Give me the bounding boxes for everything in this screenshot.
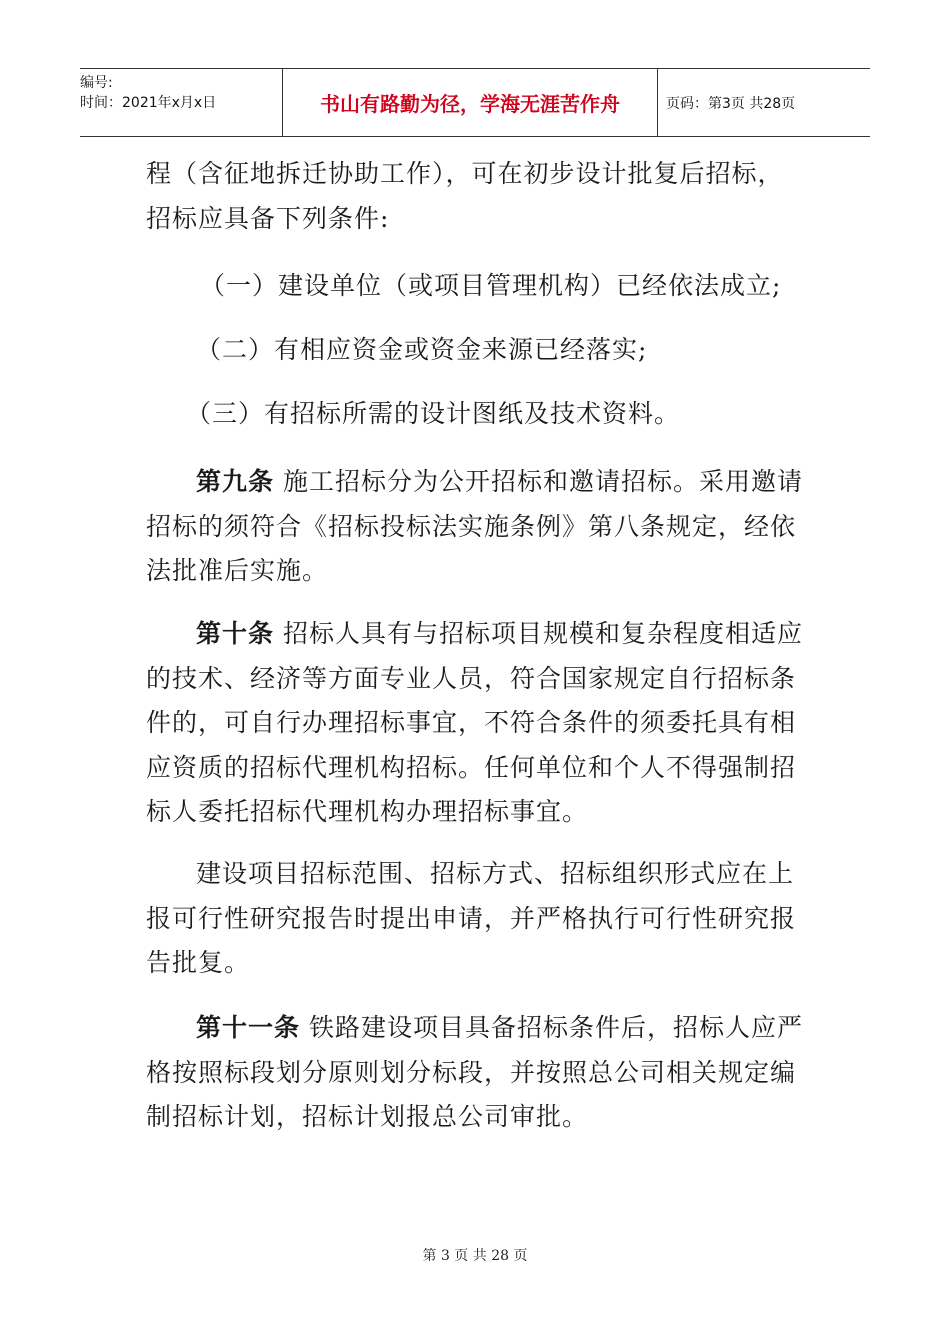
article-10 xyxy=(146,612,806,835)
header-meta-cell xyxy=(80,69,282,136)
article-text: 铁路建设项目具备招标条件后，招标人应严格按照标段划分原则划分标段，并按照总公司相关规定编制招标计划，招标计划报总公司审批。 xyxy=(146,1013,803,1131)
condition-item-2: （二）有相应资金或资金来源已经落实; xyxy=(196,335,648,364)
article-title: 第十条 xyxy=(196,619,275,648)
condition-item-3: （三）有招标所需的设计图纸及技术资料。 xyxy=(186,399,681,428)
number-label: 编号: xyxy=(80,75,113,91)
time-label: 时间：2021年x月x日 xyxy=(80,95,217,111)
article-title: 第十一条 xyxy=(196,1013,301,1042)
paragraph-line: 程（含征地拆迁协助工作），可在初步设计批复后招标， xyxy=(146,159,784,188)
scope-paragraph: 建设项目招标范围、招标方式、招标组织形式应在上报可行性研究报告时提出申请，并严格执行可行性研究报告批复。 xyxy=(146,859,797,977)
header-motto: 书山有路勤为径，学海无涯苦作舟 xyxy=(282,69,658,136)
paragraph-continuation xyxy=(146,152,806,241)
page-footer: 第 3 页 共 28 页 xyxy=(422,1248,528,1264)
article-9 xyxy=(146,460,806,594)
article-11 xyxy=(146,1006,806,1140)
article-text: 招标人具有与招标项目规模和复杂程度相适应的技术、经济等方面专业人员，符合国家规定自行招标条件的，可自行办理招标事宜，不符合条件的须委托具有相应资质的招标代理机构招标。任何单位和个人不得强制招标人委托招标代理机构办理招标事宜。 xyxy=(146,619,803,826)
condition-item-1: （一）建设单位（或项目管理机构）已经依法成立; xyxy=(200,271,782,300)
article-title: 第九条 xyxy=(196,467,275,496)
article-text: 施工招标分为公开招标和邀请招标。采用邀请招标的须符合《招标投标法实施条例》第八条规定，经依法批准后实施。 xyxy=(146,467,803,585)
header-page-info: 页码：第3页 共28页 xyxy=(666,95,796,112)
document-header xyxy=(80,68,870,137)
paragraph-line: 招标应具备下列条件: xyxy=(146,203,390,233)
